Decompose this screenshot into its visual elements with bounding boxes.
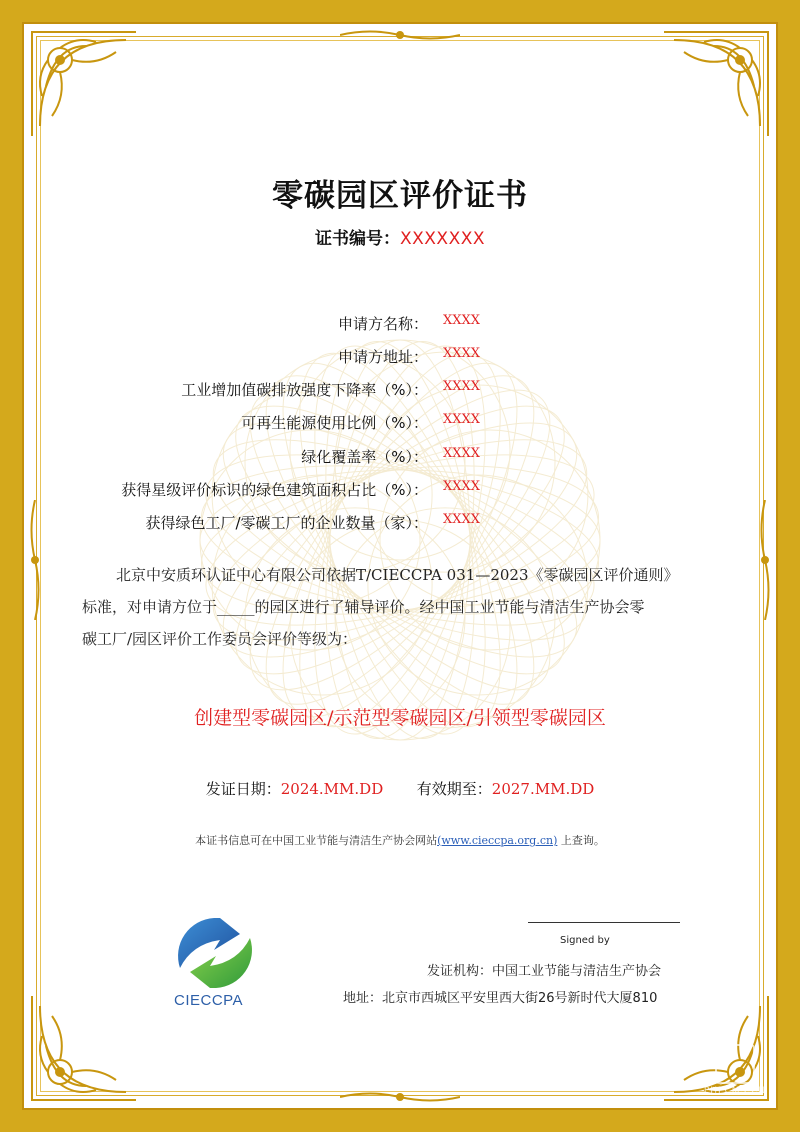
field-row	[0, 512, 800, 534]
field-value: XXXX	[443, 346, 481, 361]
field-label: 工业增加值碳排放强度下降率（%）：	[181, 381, 428, 399]
field-label: 申请方地址：	[337, 348, 428, 366]
issuing-organization: 发证机构：中国工业节能与清洁生产协会	[427, 964, 662, 979]
corner-ornament-icon	[654, 26, 774, 146]
organization-address: 地址：北京市西城区平安里西大街26号新时代大厦810	[343, 991, 658, 1006]
field-row	[0, 379, 800, 401]
valid-until-value: 2027.MM.DD	[491, 780, 595, 798]
certificate-number	[0, 224, 800, 249]
field-row	[0, 446, 800, 468]
field-value: XXXX	[443, 379, 481, 394]
evaluation-grade: 创建型零碳园区/示范型零碳园区/引领型零碳园区	[194, 707, 606, 729]
note-prefix: 本证书信息可在中国工业节能与清洁生产协会网站	[195, 834, 438, 847]
logo-text: CIECCPA	[174, 992, 244, 1009]
field-label: 可再生能源使用比例（%）：	[241, 414, 428, 432]
certificate-number-label: 证书编号：	[314, 229, 400, 249]
field-label: 获得绿色工厂/零碳工厂的企业数量（家）：	[145, 514, 428, 532]
validity-dates	[0, 778, 800, 799]
bottom-edge-ornament-icon	[340, 1090, 460, 1104]
certificate-number-value: XXXXXXX	[399, 229, 486, 249]
signed-by-label: Signed by	[560, 935, 610, 946]
field-row	[0, 479, 800, 501]
field-row	[0, 346, 800, 368]
field-value: XXXX	[443, 412, 481, 427]
field-label: 绿化覆盖率（%）：	[301, 448, 428, 466]
website-link[interactable]: (www.cieccpa.org.cn)	[437, 834, 558, 847]
paragraph-line: 碳工厂/园区评价工作委员会评价等级为：	[82, 630, 358, 648]
paragraph-line: 标准，对申请方位于_____的园区进行了辅导评价。经中国工业节能与清洁生产协会零	[82, 598, 645, 616]
watermark-logo-icon	[715, 1044, 755, 1084]
field-label: 获得星级评价标识的绿色建筑面积占比（%）：	[121, 481, 428, 499]
valid-until-label: 有效期至：	[416, 780, 492, 798]
certificate-title: 零碳园区评价证书	[272, 178, 528, 214]
field-value: XXXX	[443, 512, 481, 527]
field-value: XXXX	[443, 446, 481, 461]
corner-ornament-icon	[26, 986, 146, 1106]
field-value: XXXX	[443, 313, 481, 328]
field-row	[0, 412, 800, 434]
watermark-text: PHPCMS.CN	[703, 1086, 767, 1096]
field-value: XXXX	[443, 479, 481, 494]
issue-date-label: 发证日期：	[205, 780, 281, 798]
top-edge-ornament-icon	[340, 28, 460, 42]
field-label: 申请方名称：	[337, 315, 428, 333]
site-watermark	[690, 1044, 780, 1096]
corner-ornament-icon	[26, 26, 146, 146]
note-suffix: 上查询。	[557, 834, 605, 847]
field-row	[0, 313, 800, 335]
issue-date-value: 2024.MM.DD	[280, 780, 384, 798]
verification-note	[0, 832, 800, 848]
paragraph-line: 北京中安质环认证中心有限公司依据T/CIECCPA 031—2023《零碳园区评价通则》	[116, 566, 679, 584]
signature-line	[528, 922, 680, 923]
